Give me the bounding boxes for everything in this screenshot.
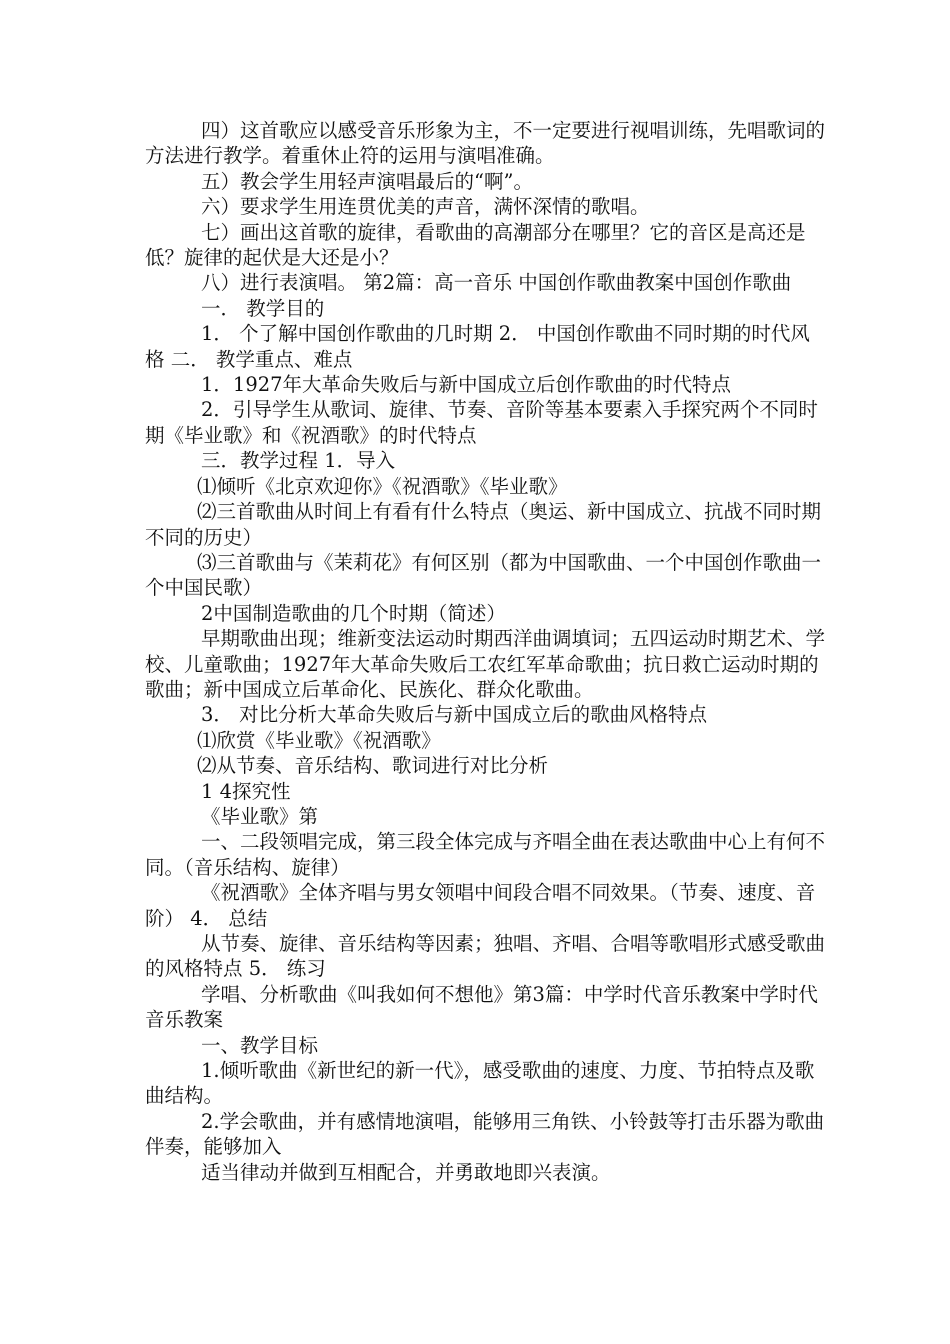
paragraph: 《毕业歌》第 <box>201 804 319 828</box>
paragraph: 五）教会学生用轻声演唱最后的“啊”。 <box>201 169 533 193</box>
paragraph: 六）要求学生用连贯优美的声音，满怀深情的歌唱。 <box>201 195 650 219</box>
paragraph: 学唱、分析歌曲《叫我如何不想他》第3篇：中学时代音乐教案中学时代音乐教案 <box>145 982 818 1032</box>
paragraph: 七）画出这首歌的旋律，看歌曲的高潮部分在哪里？它的音区是高还是低？旋律的起伏是大还是小？ <box>145 220 806 270</box>
paragraph: 1 4探究性 <box>201 779 291 803</box>
paragraph: 八）进行表演唱。 第2篇：高一音乐 中国创作歌曲教案中国创作歌曲 <box>201 271 792 295</box>
paragraph: 早期歌曲出现；维新变法运动时期西洋曲调填词；五四运动时期艺术、学校、儿童歌曲；1927年大革命失败后工农红军革命歌曲；抗日救亡运动时期的歌曲；新中国成立后革命化、民族化、群众化歌曲。 <box>145 627 826 701</box>
paragraph: 1.倾听歌曲《新世纪的新一代》，感受歌曲的速度、力度、节拍特点及歌曲结构。 <box>145 1059 815 1108</box>
list-item: ⑵从节奏、音乐结构、歌词进行对比分析 <box>197 754 549 778</box>
paragraph: 2中国制造歌曲的几个时期（简述） <box>201 601 506 625</box>
document-page <box>145 118 825 1185</box>
list-item: ⑵三首歌曲从时间上有看有什么特点（奥运、新中国成立、抗战不同时期不同的历史） <box>145 500 822 549</box>
paragraph: 一、二段领唱完成，第三段全体完成与齐唱全曲在表达歌曲中心上有何不同。（音乐结构、旋律） <box>145 830 826 879</box>
paragraph: 从节奏、旋律、音乐结构等因素；独唱、齐唱、合唱等歌唱形式感受歌曲的风格特点 5． 练习 <box>145 932 826 981</box>
list-item: ⑶三首歌曲与《茉莉花》有何区别（都为中国歌曲、一个中国创作歌曲一个中国民歌） <box>145 550 822 600</box>
list-item: ⑴倾听《北京欢迎你》《祝酒歌》《毕业歌》 <box>197 474 568 498</box>
section-heading: 一、教学目标 <box>201 1033 319 1057</box>
paragraph: 2.学会歌曲，并有感情地演唱，能够用三角铁、小铃鼓等打击乐器为歌曲伴奏，能够加入 <box>145 1109 825 1159</box>
paragraph: 适当律动并做到互相配合，并勇敢地即兴表演。 <box>201 1160 611 1184</box>
paragraph: 1．1927年大革命失败后与新中国成立后创作歌曲的时代特点 <box>201 373 732 397</box>
paragraph: 2．引导学生从歌词、旋律、节奏、音阶等基本要素入手探究两个不同时期《毕业歌》和《祝酒歌》的时代特点 <box>145 398 818 447</box>
list-item: ⑴欣赏《毕业歌》《祝酒歌》 <box>197 728 441 752</box>
section-heading: 一． 教学目的 <box>201 296 325 320</box>
paragraph: 3． 对比分析大革命失败后与新中国成立后的歌曲风格特点 <box>201 703 708 727</box>
section-heading: 三．教学过程 1．导入 <box>201 449 396 473</box>
paragraph: 《祝酒歌》全体齐唱与男女领唱中间段合唱不同效果。（节奏、速度、音阶） 4． 总结 <box>145 881 816 930</box>
paragraph: 1． 个了解中国创作歌曲的几时期 2． 中国创作歌曲不同时期的时代风格 二． 教学重点、难点 <box>145 322 810 371</box>
paragraph: 四）这首歌应以感受音乐形象为主，不一定要进行视唱训练，先唱歌词的方法进行教学。着重休止符的运用与演唱准确。 <box>145 119 826 168</box>
